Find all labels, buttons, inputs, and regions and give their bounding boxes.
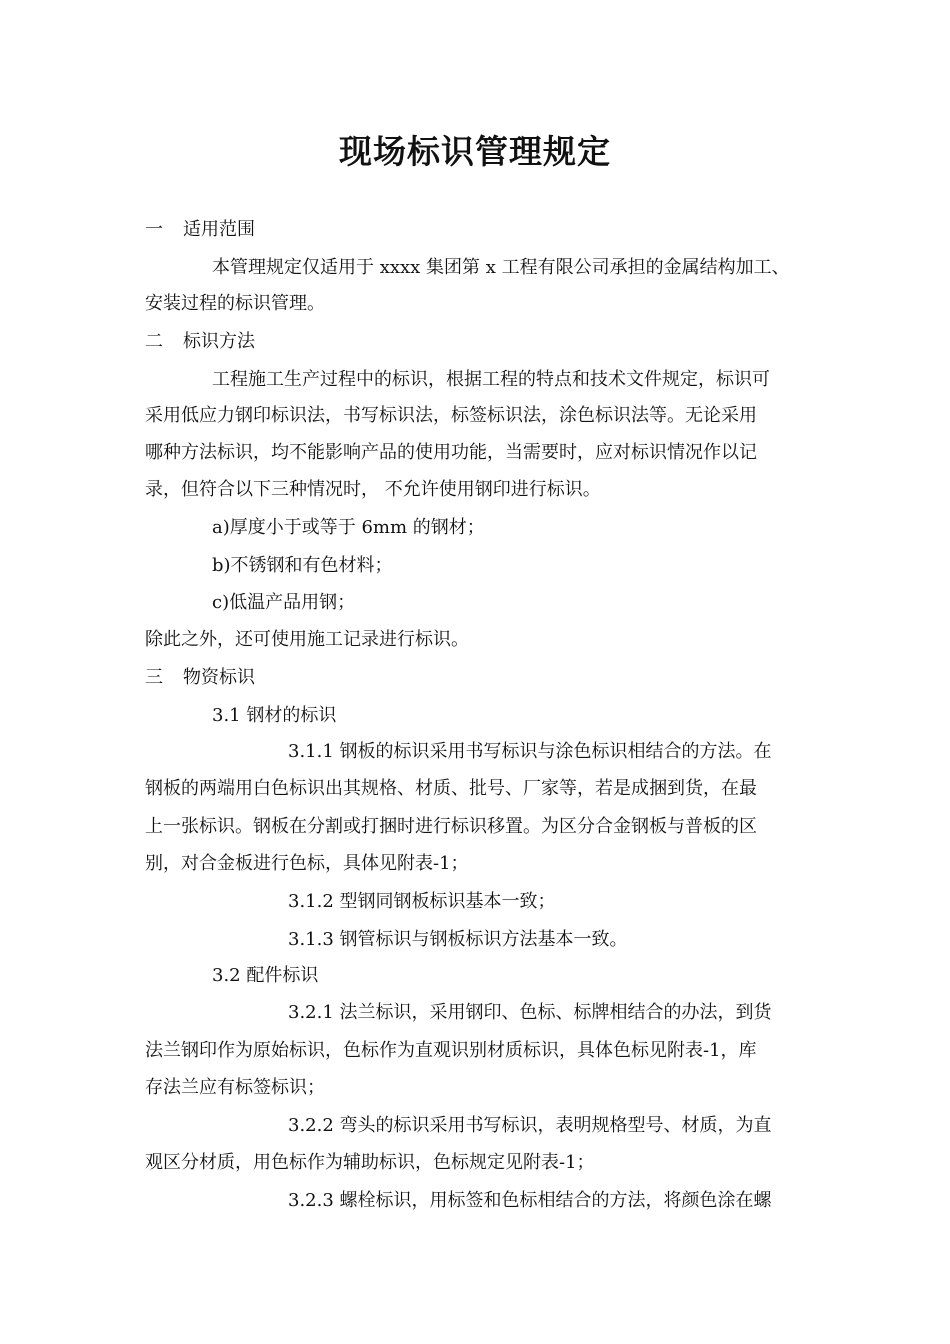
document-title: 现场标识管理规定	[339, 132, 611, 171]
paragraph-line: 3.2.1 法兰标识，采用钢印、色标、标牌相结合的办法，到货	[288, 1002, 772, 1023]
paragraph-line: 哪种方法标识，均不能影响产品的使用功能，当需要时，应对标识情况作以记	[145, 442, 757, 463]
section-heading-materials	[145, 666, 255, 690]
list-item: b)不锈钢和有色材料；	[212, 555, 393, 576]
paragraph-line: 存法兰应有标签标识；	[145, 1077, 325, 1098]
paragraph-line: 采用低应力钢印标识法，书写标识法，标签标识法，涂色标识法等。无论采用	[145, 405, 757, 426]
paragraph-line: 工程施工生产过程中的标识，根据工程的特点和技术文件规定，标识可	[212, 369, 770, 390]
subsection-heading: 3.1 钢材的标识	[212, 705, 337, 726]
list-item: a)厚度小于或等于 6mm 的钢材；	[212, 517, 485, 538]
paragraph-line: 上一张标识。钢板在分割或打捆时进行标识移置。为区分合金钢板与普板的区	[145, 816, 757, 837]
section-number: 二	[145, 331, 163, 352]
paragraph-line: 除此之外，还可使用施工记录进行标识。	[145, 629, 469, 650]
section-number: 三	[145, 667, 163, 688]
list-item: c)低温产品用钢；	[212, 592, 356, 613]
paragraph-line: 3.2.2 弯头的标识采用书写标识，表明规格型号、材质，为直	[288, 1115, 772, 1136]
paragraph-line: 法兰钢印作为原始标识，色标作为直观识别材质标识，具体色标见附表-1，库	[145, 1040, 757, 1061]
paragraph-line: 安装过程的标识管理。	[145, 293, 325, 314]
paragraph-line: 观区分材质，用色标作为辅助标识，色标规定见附表-1；	[145, 1152, 595, 1173]
paragraph-line: 钢板的两端用白色标识出其规格、材质、批号、厂家等，若是成捆到货，在最	[145, 778, 757, 799]
section-number: 一	[145, 219, 163, 240]
paragraph-line: 3.1.2 型钢同钢板标识基本一致；	[288, 891, 556, 912]
paragraph-line: 3.1.1 钢板的标识采用书写标识与涂色标识相结合的方法。在	[288, 741, 772, 762]
paragraph-line: 3.2.3 螺栓标识，用标签和色标相结合的方法，将颜色涂在螺	[288, 1190, 772, 1211]
subsection-heading: 3.2 配件标识	[212, 965, 319, 986]
section-heading-method	[145, 330, 255, 354]
paragraph-line: 录，但符合以下三种情况时， 不允许使用钢印进行标识。	[145, 479, 601, 500]
paragraph-line: 别，对合金板进行色标，具体见附表-1；	[145, 853, 469, 874]
paragraph-line: 本管理规定仅适用于 xxxx 集团第 x 工程有限公司承担的金属结构加工、	[212, 257, 790, 278]
section-title: 物资标识	[183, 667, 255, 688]
paragraph-line: 3.1.3 钢管标识与钢板标识方法基本一致。	[288, 929, 628, 950]
section-heading-scope	[145, 218, 255, 242]
section-title: 标识方法	[183, 331, 255, 352]
section-title: 适用范围	[183, 219, 255, 240]
